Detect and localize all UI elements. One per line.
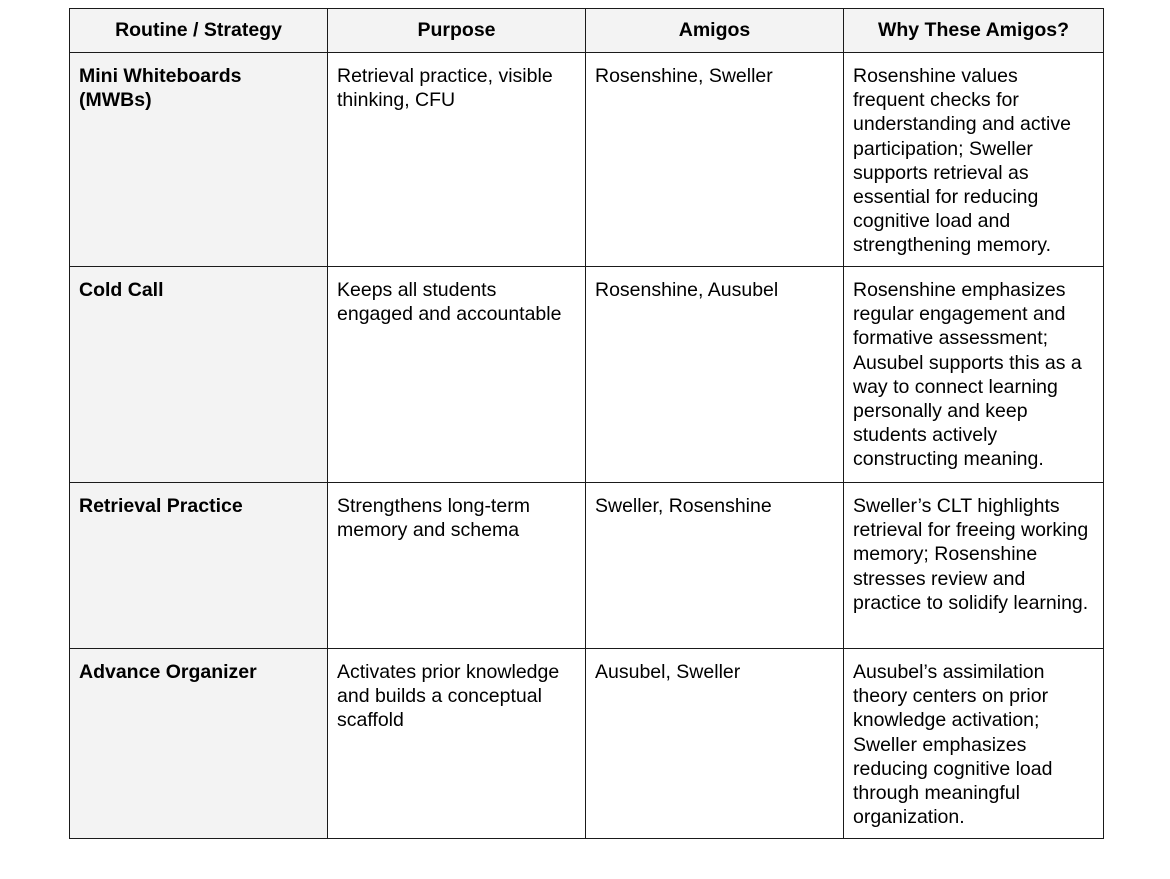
table-row (70, 649, 1104, 839)
purpose-cell: Activates prior knowledge and builds a conceptual scaffold (328, 649, 586, 839)
amigos-cell: Rosenshine, Sweller (586, 53, 844, 267)
why-cell: Ausubel’s assimilation theory centers on prior knowledge activation; Sweller emphasizes reducing cognitive load through meaningful organization. (844, 649, 1104, 839)
header-amigos: Amigos (586, 9, 844, 53)
strategy-cell: Cold Call (70, 267, 328, 483)
amigos-cell: Rosenshine, Ausubel (586, 267, 844, 483)
why-cell: Rosenshine emphasizes regular engagement and formative assessment; Ausubel supports this as a way to connect learning personally and keep students actively constructing meaning. (844, 267, 1104, 483)
amigos-table (69, 8, 1104, 839)
strategy-cell: Advance Organizer (70, 649, 328, 839)
table-body (70, 53, 1104, 839)
table-row (70, 53, 1104, 267)
header-why-these-amigos: Why These Amigos? (844, 9, 1104, 53)
amigos-cell: Ausubel, Sweller (586, 649, 844, 839)
table-header (70, 9, 1104, 53)
strategy-cell: Retrieval Practice (70, 483, 328, 649)
table-row (70, 483, 1104, 649)
table-row (70, 267, 1104, 483)
purpose-cell: Retrieval practice, visible thinking, CFU (328, 53, 586, 267)
purpose-cell: Keeps all students engaged and accountable (328, 267, 586, 483)
strategy-cell: Mini Whiteboards (MWBs) (70, 53, 328, 267)
why-cell: Rosenshine values frequent checks for understanding and active participation; Sweller supports retrieval as essential for reducing cognitive load and strengthening memory. (844, 53, 1104, 267)
header-routine-strategy: Routine / Strategy (70, 9, 328, 53)
header-purpose: Purpose (328, 9, 586, 53)
amigos-cell: Sweller, Rosenshine (586, 483, 844, 649)
purpose-cell: Strengthens long-term memory and schema (328, 483, 586, 649)
header-row (70, 9, 1104, 53)
why-cell: Sweller’s CLT highlights retrieval for freeing working memory; Rosenshine stresses review and practice to solidify learning. (844, 483, 1104, 649)
